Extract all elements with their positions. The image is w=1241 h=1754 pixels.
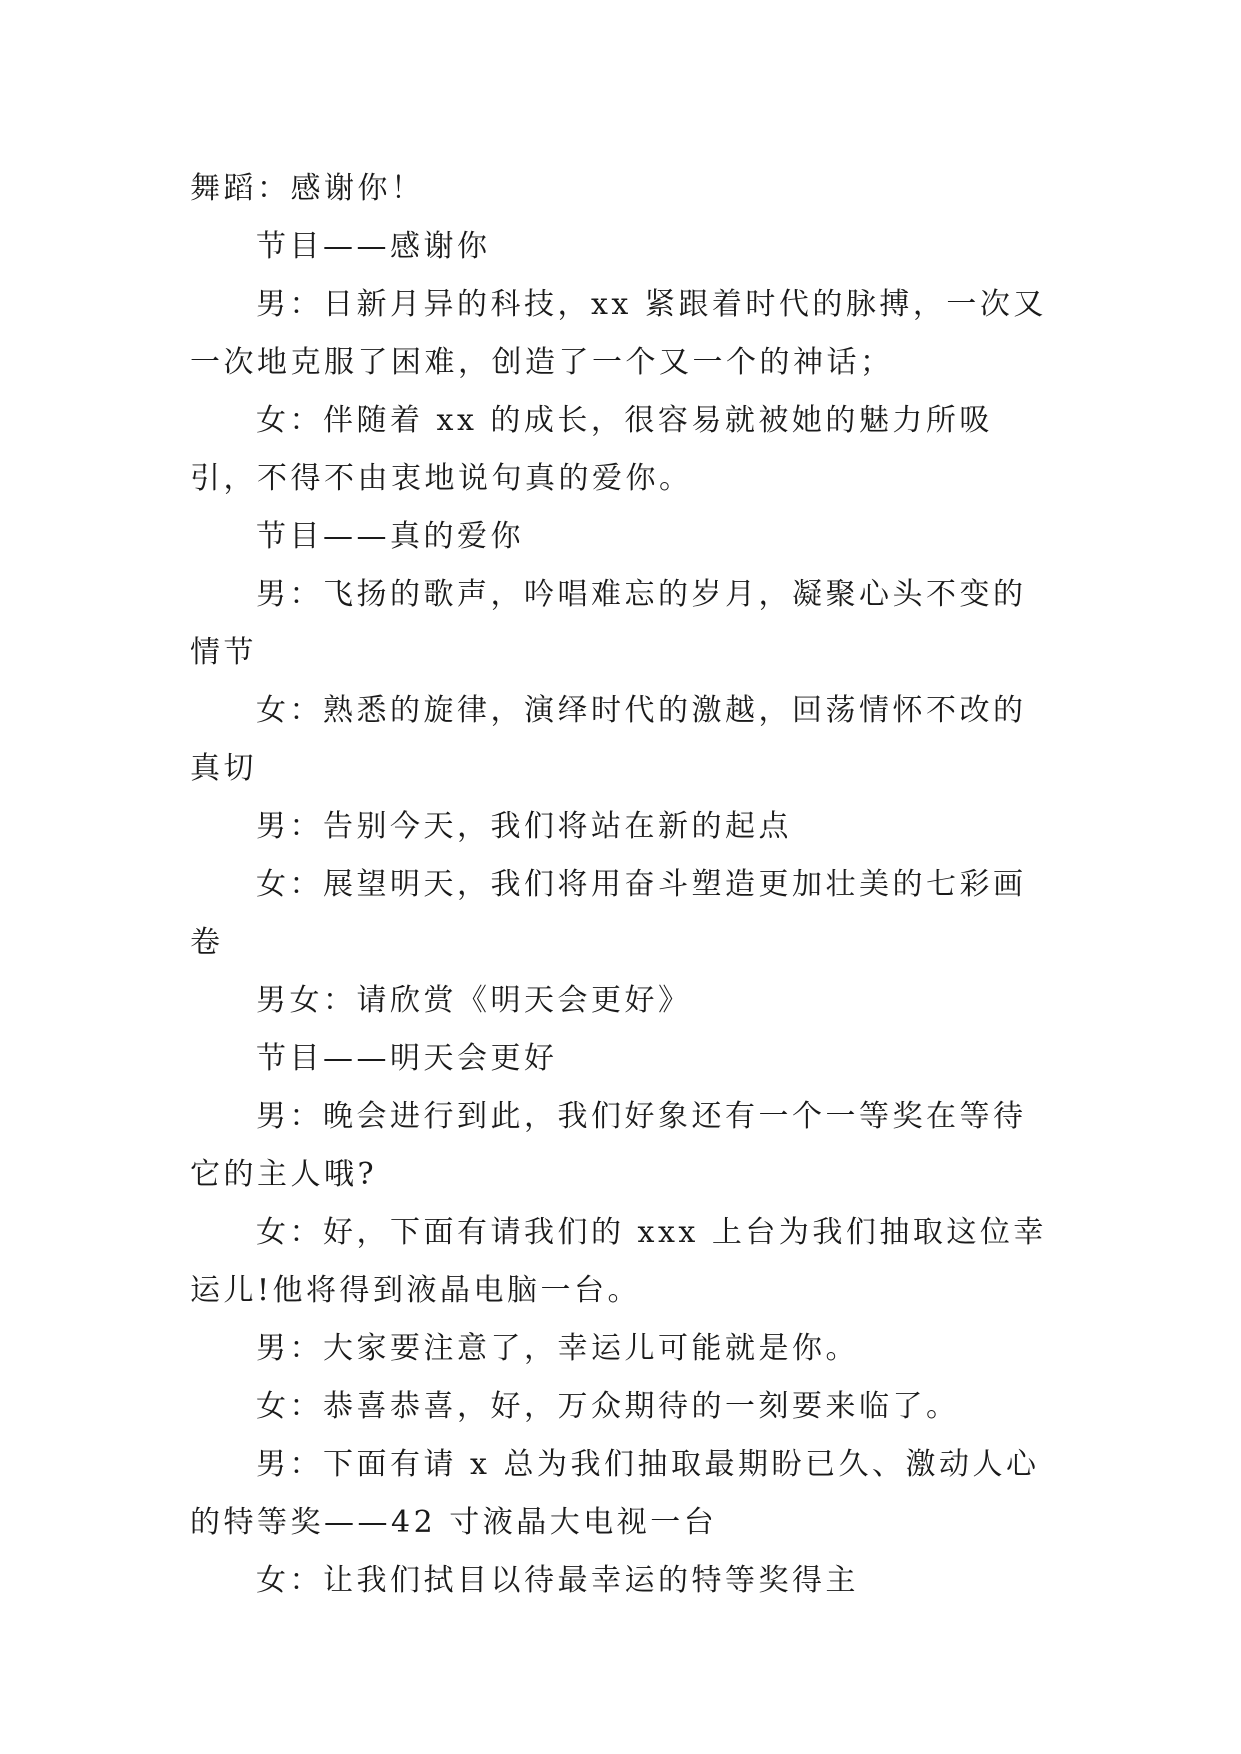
paragraph-10: 节目——明天会更好 — [256, 1041, 558, 1076]
paragraph-16: 女：让我们拭目以待最幸运的特等奖得主 — [256, 1563, 859, 1598]
paragraph-7: 男：告别今天，我们将站在新的起点 — [256, 809, 792, 844]
document-body — [190, 160, 1058, 1610]
paragraph-3: 女：伴随着 xx 的成长，很容易就被她的魅力所吸引，不得不由衷地说句真的爱你。 — [190, 403, 993, 496]
paragraph-2: 男：日新月异的科技，xx 紧跟着时代的脉搏，一次又一次地克服了困难，创造了一个又一个的神话； — [190, 287, 1047, 380]
paragraph-6: 女：熟悉的旋律，演绎时代的激越，回荡情怀不改的真切 — [190, 693, 1027, 786]
paragraph-11: 男：晚会进行到此，我们好象还有一个一等奖在等待它的主人哦? — [190, 1099, 1027, 1192]
paragraph-14: 女：恭喜恭喜，好，万众期待的一刻要来临了。 — [256, 1389, 960, 1424]
paragraph-0: 舞蹈：感谢你！ — [190, 171, 425, 206]
paragraph-15: 男：下面有请 x 总为我们抽取最期盼已久、激动人心的特等奖——42 寸液晶大电视一台 — [190, 1447, 1040, 1540]
paragraph-8: 女：展望明天，我们将用奋斗塑造更加壮美的七彩画卷 — [190, 867, 1027, 960]
paragraph-9: 男女：请欣赏《明天会更好》 — [256, 983, 692, 1018]
paragraph-5: 男：飞扬的歌声，吟唱难忘的岁月，凝聚心头不变的情节 — [190, 577, 1027, 670]
paragraph-1: 节目——感谢你 — [256, 229, 491, 264]
paragraph-12: 女：好，下面有请我们的 xxx 上台为我们抽取这位幸运儿!他将得到液晶电脑一台。 — [190, 1215, 1047, 1308]
paragraph-4: 节目——真的爱你 — [256, 519, 524, 554]
paragraph-13: 男：大家要注意了，幸运儿可能就是你。 — [256, 1331, 859, 1366]
